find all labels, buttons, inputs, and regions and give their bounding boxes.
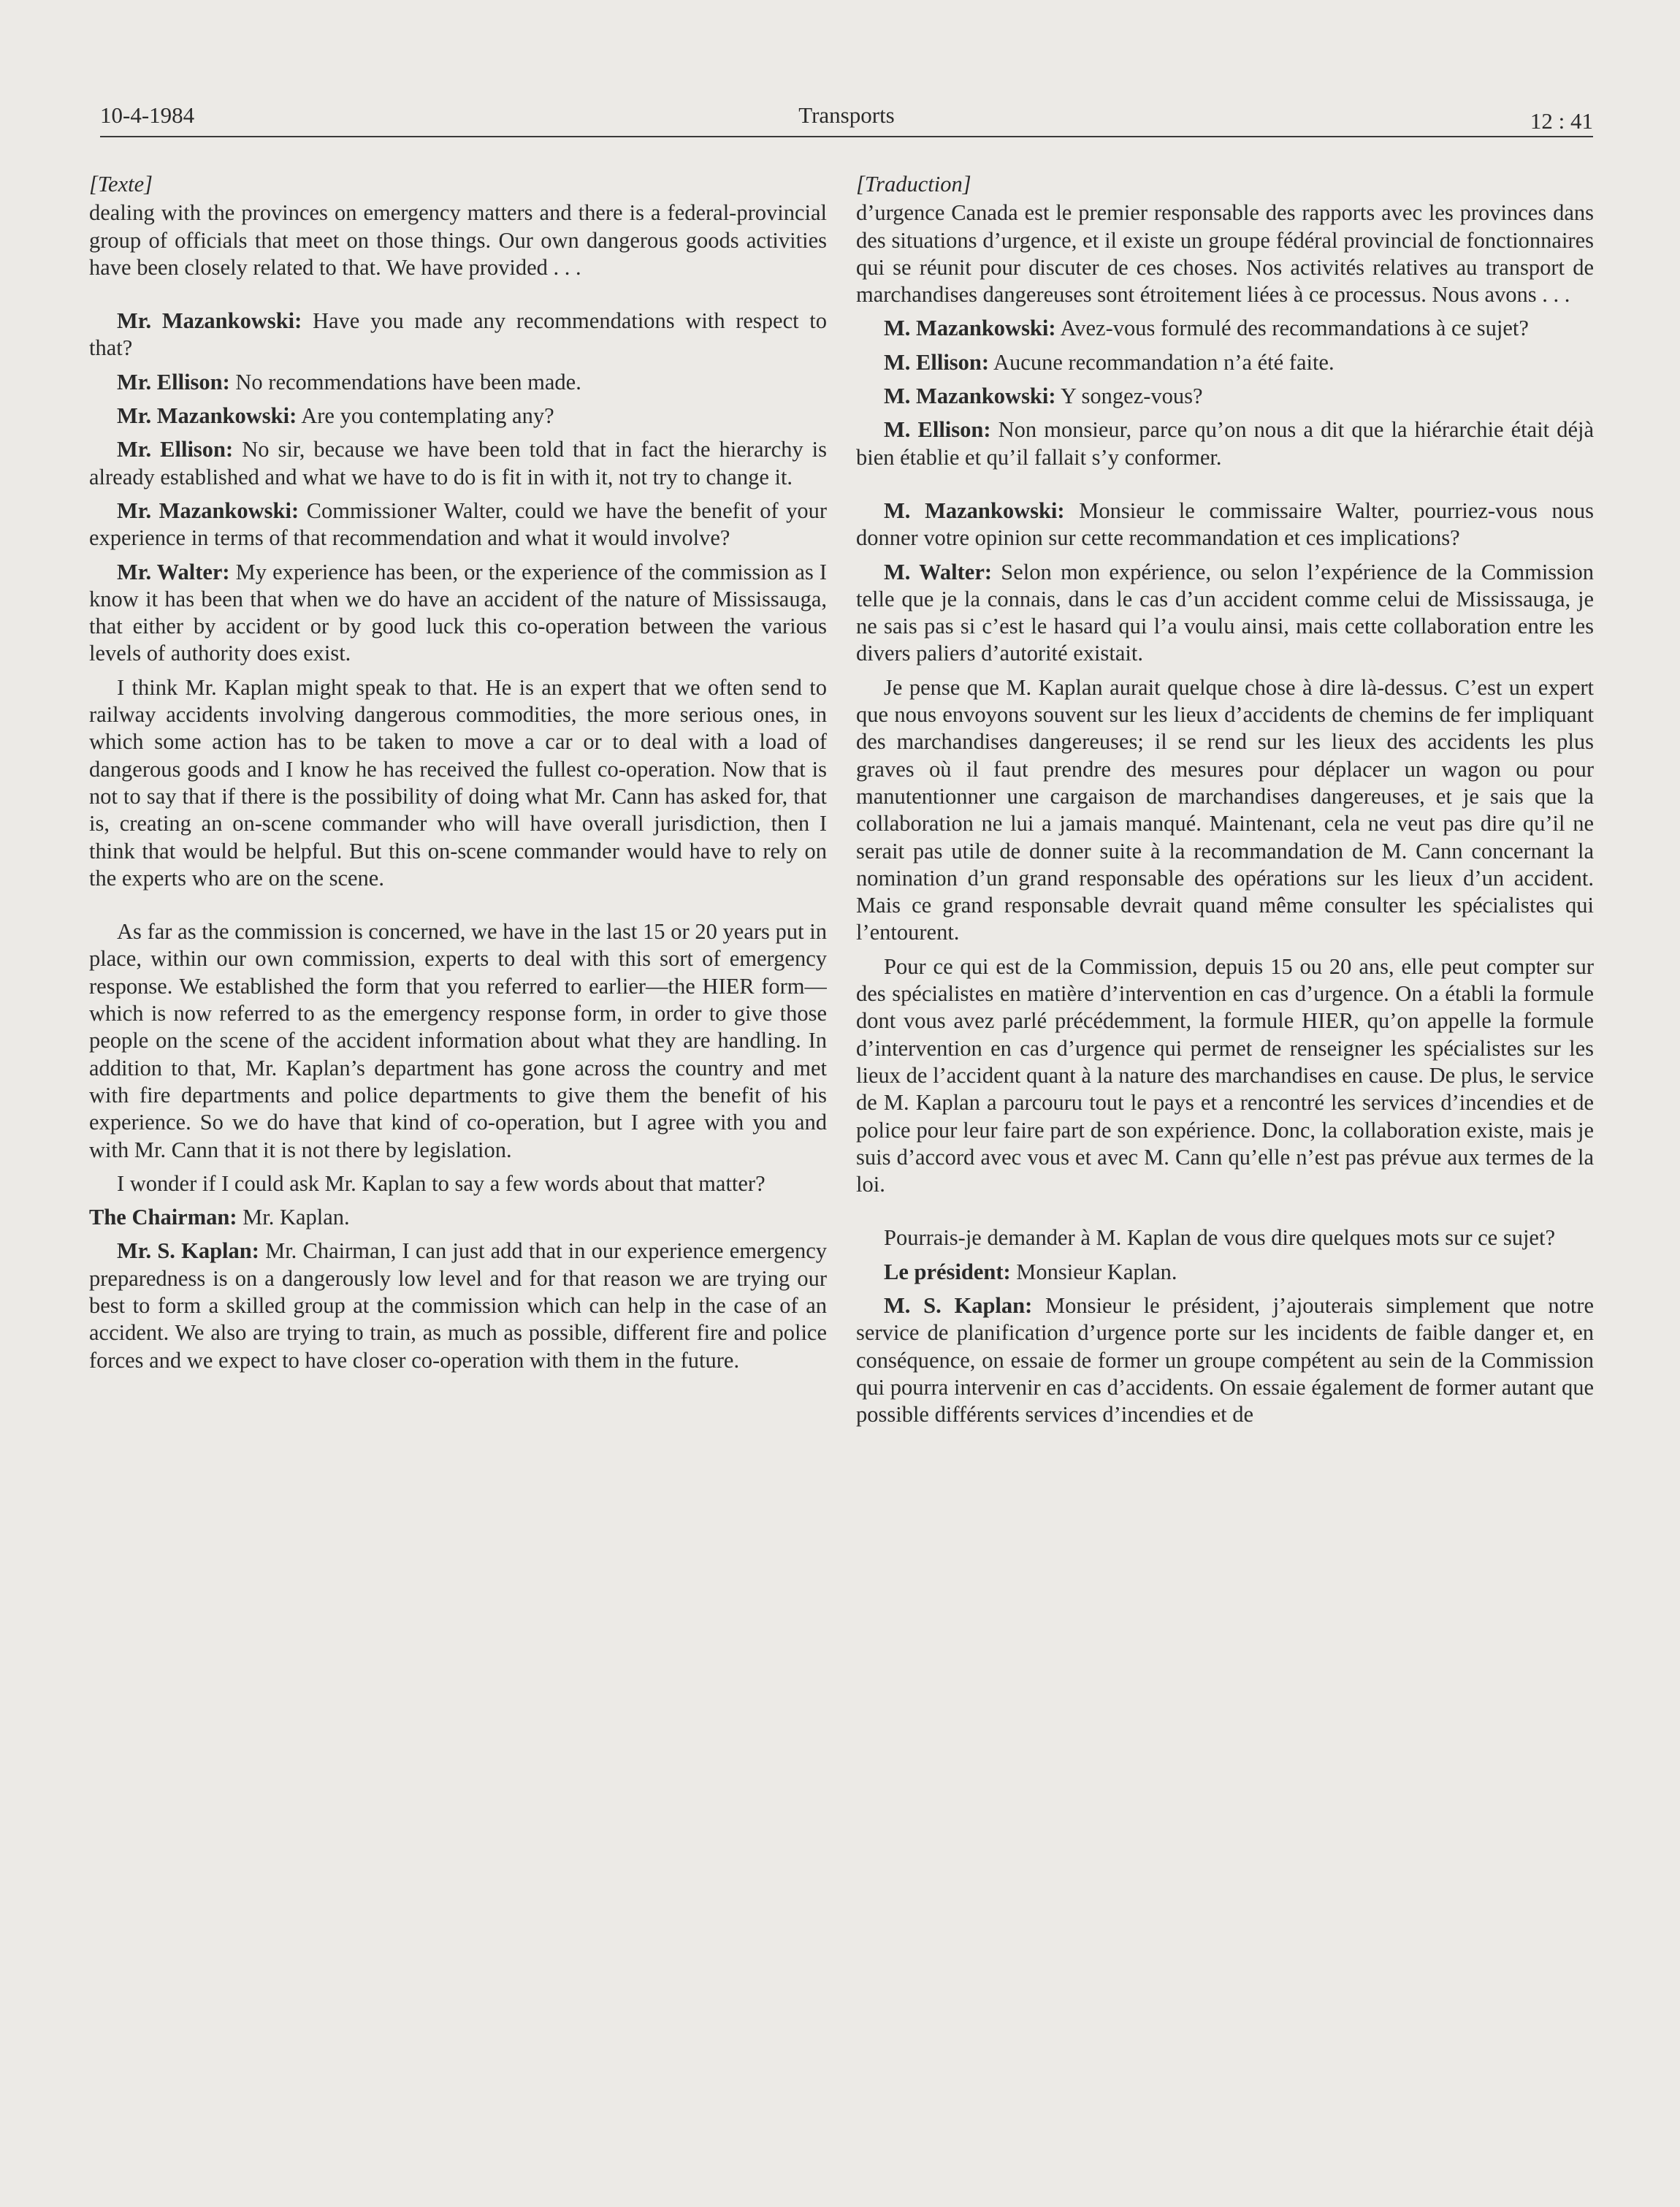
paragraph: M. Mazankowski: Y songez-vous? bbox=[884, 384, 1203, 409]
paragraph: I think Mr. Kaplan might speak to that. He is an expert that we often send to railway accidents involving dangerous commodities, the more serious ones, in which some action has to be taken to move a car or to deal with a load of dangerous goods and I know he has received the fullest co-operation. Now that is not to say that if there is the possibility of doing what Mr. Cann has asked for, that is, creating an on-scene commander who will have overall jurisdiction, then I think that would be helpful. But this on-scene commander would have to rely on the experts who are on the scene. bbox=[89, 674, 827, 891]
paragraph: d’urgence Canada est le premier responsable des rapports avec les provinces dans des situations d’urgence, et il existe un groupe fédéral provincial de fonctionnaires qui se réunit pour discuter de ces choses. Nos activités relatives au transport de marchandises dangereuses sont étroitement liées à ce processus. Nous avons . . . bbox=[856, 200, 1594, 308]
speaker: M. Mazankowski: bbox=[884, 498, 1065, 523]
paragraph: Je pense que M. Kaplan aurait quelque chose à dire là-dessus. C’est un expert que nous envoyons souvent sur les lieux d’accidents de chemins de fer impliquant des marchandises dangereuses; il se rend sur les lieux des accidents les plus graves où il faut prendre des mesures pour déplacer un wagon ou pour manutentionner une cargaison de marchandises dangereuses, et je sais que la collaboration ne lui a jamais manqué. Maintenant, cela ne veut pas dire qu’il ne serait pas utile de donner suite à la recommandation de M. Cann concernant la nomination d’un grand responsable des opérations sur les lieux d’un accident. Mais ce grand responsable devrait quand même consulter les spécialistes qui l’entourent. bbox=[856, 674, 1594, 945]
speaker: M. Ellison: bbox=[884, 417, 991, 443]
header-date: 10-4-1984 bbox=[100, 102, 195, 128]
speaker: M. Ellison: bbox=[884, 349, 990, 375]
header-title: Transports bbox=[798, 102, 895, 128]
paragraph: dealing with the provinces on emergency matters and there is a federal-provincial group of officials that meet on those things. Our own dangerous goods activities have been closely related to that. We have provided . . . bbox=[89, 200, 827, 280]
paragraph: M. Walter: Selon mon expérience, ou selon l’expérience de la Commission telle que je la connais, dans le cas d’un accident comme celui de Mississauga, je ne sais pas si c’est le hasard qui l’a voulu ainsi, mais cette collaboration entre les divers paliers d’autorité existait. bbox=[856, 559, 1594, 666]
paragraph: Mr. Ellison: No recommendations have been made. bbox=[117, 369, 581, 394]
french-column bbox=[856, 171, 1594, 2041]
paragraph: Mr. Mazankowski: Are you contemplating any? bbox=[117, 403, 554, 429]
speaker: The Chairman: bbox=[89, 1205, 237, 1230]
english-column bbox=[89, 171, 827, 2041]
speaker: M. Mazankowski: bbox=[884, 384, 1056, 409]
paragraph: Le président: Monsieur Kaplan. bbox=[884, 1259, 1177, 1284]
paragraph: M. Mazankowski: Monsieur le commissaire Walter, pourriez-vous nous donner votre opinion sur cette recommandation et ces implications? bbox=[856, 498, 1594, 551]
language-label: [Traduction] bbox=[856, 172, 971, 197]
paragraph: M. Ellison: Aucune recommandation n’a été faite. bbox=[884, 349, 1335, 375]
paragraph: Mr. Walter: My experience has been, or the experience of the commission as I know it has been that when we do have an accident of the nature of Mississauga, that either by accident or by good luck this co-operation between the various levels of authority does exist. bbox=[89, 559, 827, 666]
paragraph: Mr. Ellison: No sir, because we have been told that in fact the hierarchy is already established and what we have to do is fit in with it, not try to change it. bbox=[89, 437, 827, 489]
paragraph: The Chairman: Mr. Kaplan. bbox=[89, 1205, 350, 1230]
speaker: M. Mazankowski: bbox=[884, 316, 1056, 341]
paragraph: M. S. Kaplan: Monsieur le président, j’ajouterais simplement que notre service de planification d’urgence porte sur les incidents de faible danger et, en conséquence, on essaie de former un groupe compétent au sein de la Commission qui pourra intervenir en cas d’accidents. On essaie également de former autant que possible différents services d’incendies et de bbox=[856, 1292, 1594, 1428]
speaker: Le président: bbox=[884, 1259, 1011, 1284]
speaker: Mr. Ellison: bbox=[117, 369, 230, 394]
speaker: Mr. Walter: bbox=[117, 559, 230, 584]
page-header bbox=[100, 102, 1593, 137]
language-label: [Texte] bbox=[89, 172, 153, 197]
speaker: M. S. Kaplan: bbox=[884, 1292, 1033, 1318]
paragraph: M. Ellison: Non monsieur, parce qu’on nous a dit que la hiérarchie était déjà bien établie et qu’il fallait s’y conformer. bbox=[856, 417, 1594, 470]
speaker: Mr. Mazankowski: bbox=[117, 403, 297, 429]
speaker: Mr. Mazankowski: bbox=[117, 498, 299, 523]
paragraph: M. Mazankowski: Avez-vous formulé des recommandations à ce sujet? bbox=[884, 316, 1529, 341]
paragraph: I wonder if I could ask Mr. Kaplan to say a few words about that matter? bbox=[117, 1170, 765, 1196]
paragraph: Mr. Mazankowski: Commissioner Walter, could we have the benefit of your experience in terms of that recommendation and what it would involve? bbox=[89, 498, 827, 551]
paragraph: Pourrais-je demander à M. Kaplan de vous dire quelques mots sur ce sujet? bbox=[884, 1225, 1555, 1251]
paragraph: Pour ce qui est de la Commission, depuis 15 ou 20 ans, elle peut compter sur des spécialistes en matière d’intervention en cas d’urgence. On a établi la formule dont vous avez parlé précédemment, la formule HIER, qu’on appelle la formule d’intervention en cas d’urgence qui permet de renseigner les spécialistes sur les lieux de l’accident quant à la nature des marchandises en cause. De plus, le service de M. Kaplan a parcouru tout le pays et a rencontré les services d’incendies et de police pour leur faire part de son expérience. Donc, la collaboration existe, mais je suis d’accord avec vous et avec M. Cann qu’elle n’est pas prévue aux termes de la loi. bbox=[856, 953, 1594, 1197]
speaker: M. Walter: bbox=[884, 559, 993, 584]
paragraph: As far as the commission is concerned, we have in the last 15 or 20 years put in place, within our own commission, experts to deal with this sort of emergency response. We established the form that you referred to earlier—the HIER form—which is now referred to as the emergency response form, in order to give those people on the scene of the accident information about what they are handling. In addition to that, Mr. Kaplan’s department has gone across the country and met with fire departments and police departments to give them the benefit of his experience. So we do have that kind of co-operation, but I agree with you and with Mr. Cann that it is not there by legislation. bbox=[89, 919, 827, 1162]
header-page-number: 12 : 41 bbox=[1530, 108, 1593, 134]
speaker: Mr. S. Kaplan: bbox=[117, 1238, 259, 1264]
paragraph: Mr. Mazankowski: Have you made any recommendations with respect to that? bbox=[89, 308, 827, 361]
paragraph: Mr. S. Kaplan: Mr. Chairman, I can just add that in our experience emergency preparedness is on a dangerously low level and for that reason we are trying our best to form a skilled group at the commission which can help in the case of an accident. We also are trying to train, as much as possible, different fire and police forces and we expect to have closer co-operation with them in the future. bbox=[89, 1238, 827, 1373]
speaker: Mr. Mazankowski: bbox=[117, 308, 302, 334]
speaker: Mr. Ellison: bbox=[117, 437, 234, 462]
